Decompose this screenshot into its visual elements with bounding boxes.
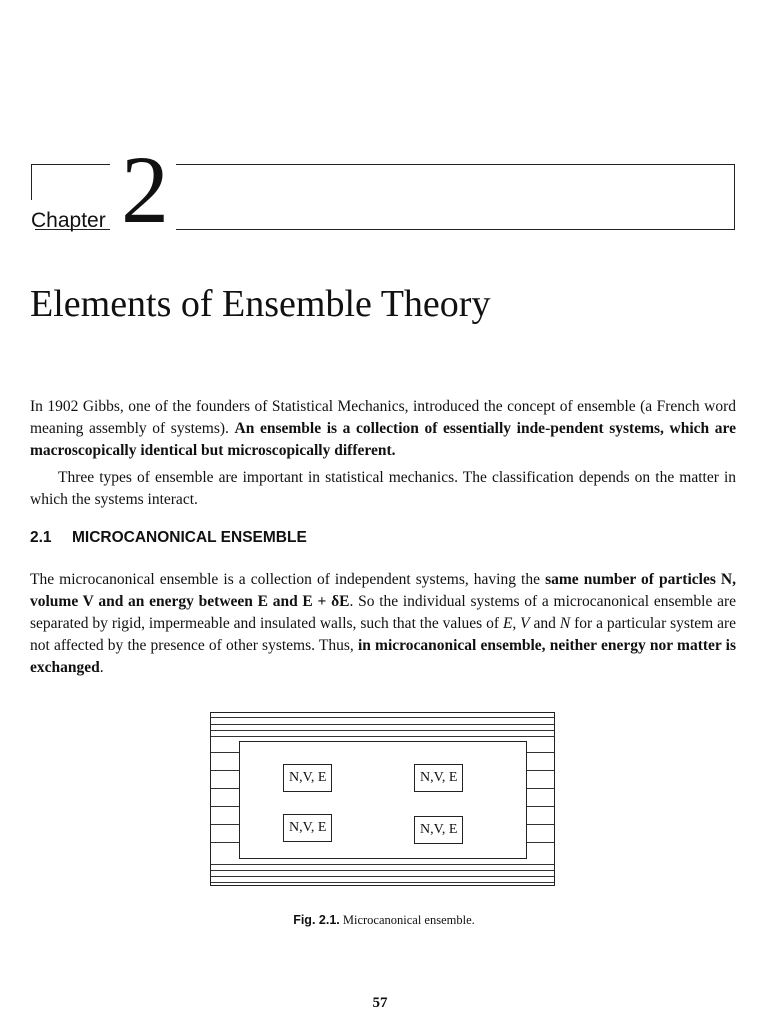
chapter-number: 2 — [121, 136, 169, 243]
ensemble-container — [239, 741, 527, 859]
section-text: . — [99, 659, 104, 676]
section-paragraph — [30, 569, 736, 679]
intro-paragraph-2: Three types of ensemble are important in statistical mechanics. The classification depends on the matter in which the systems interact. — [30, 469, 736, 508]
section-italic-text: E, V — [502, 615, 530, 632]
section-bold-conclusion: in microcanonical ensemble, neither energy nor matter is exchanged — [30, 637, 737, 676]
figure-caption-text: Microcanonical ensemble. — [339, 913, 475, 927]
page-number: 57 — [372, 995, 388, 1011]
section-text: . So the individual systems of a microcanonical ensemble are separated by rigid, impermeable and insulated walls, such that the values of — [30, 593, 737, 632]
figure-caption-label: Fig. 2.1. — [293, 913, 340, 927]
section-italic-text: N — [559, 615, 571, 632]
section-text: for a particular system are not affected by the presence of other systems. Thus, — [30, 615, 737, 654]
chapter-title: Elements of Ensemble Theory — [30, 283, 491, 325]
section-number: 2.1 — [30, 529, 52, 546]
intro-paragraph — [30, 396, 736, 462]
microcanonical-figure — [210, 712, 555, 886]
section-text: The microcanonical ensemble is a collection of independent systems, having the — [30, 571, 546, 588]
section-title: MICROCANONICAL ENSEMBLE — [72, 529, 307, 546]
chapter-label: Chapter — [31, 209, 106, 232]
intro-text: In 1902 Gibbs, one of the founders of Statistical Mechanics, introduced the concept of ensemble (a French word meaning assembly of systems). — [30, 398, 736, 437]
figure-caption — [0, 913, 768, 928]
system-cell: N,V, E — [283, 814, 332, 842]
section-heading — [30, 529, 307, 547]
section-bold-text: same number of particles N, volume V and an energy between E and E + δE — [30, 571, 736, 610]
system-cell: N,V, E — [414, 816, 463, 844]
intro-bold-text: An ensemble is a collection of essentially inde-pendent systems, which are macroscopically identical but microscopically different. — [30, 420, 736, 459]
system-cell: N,V, E — [414, 764, 463, 792]
section-text: and — [529, 615, 560, 632]
system-cell: N,V, E — [283, 764, 332, 792]
